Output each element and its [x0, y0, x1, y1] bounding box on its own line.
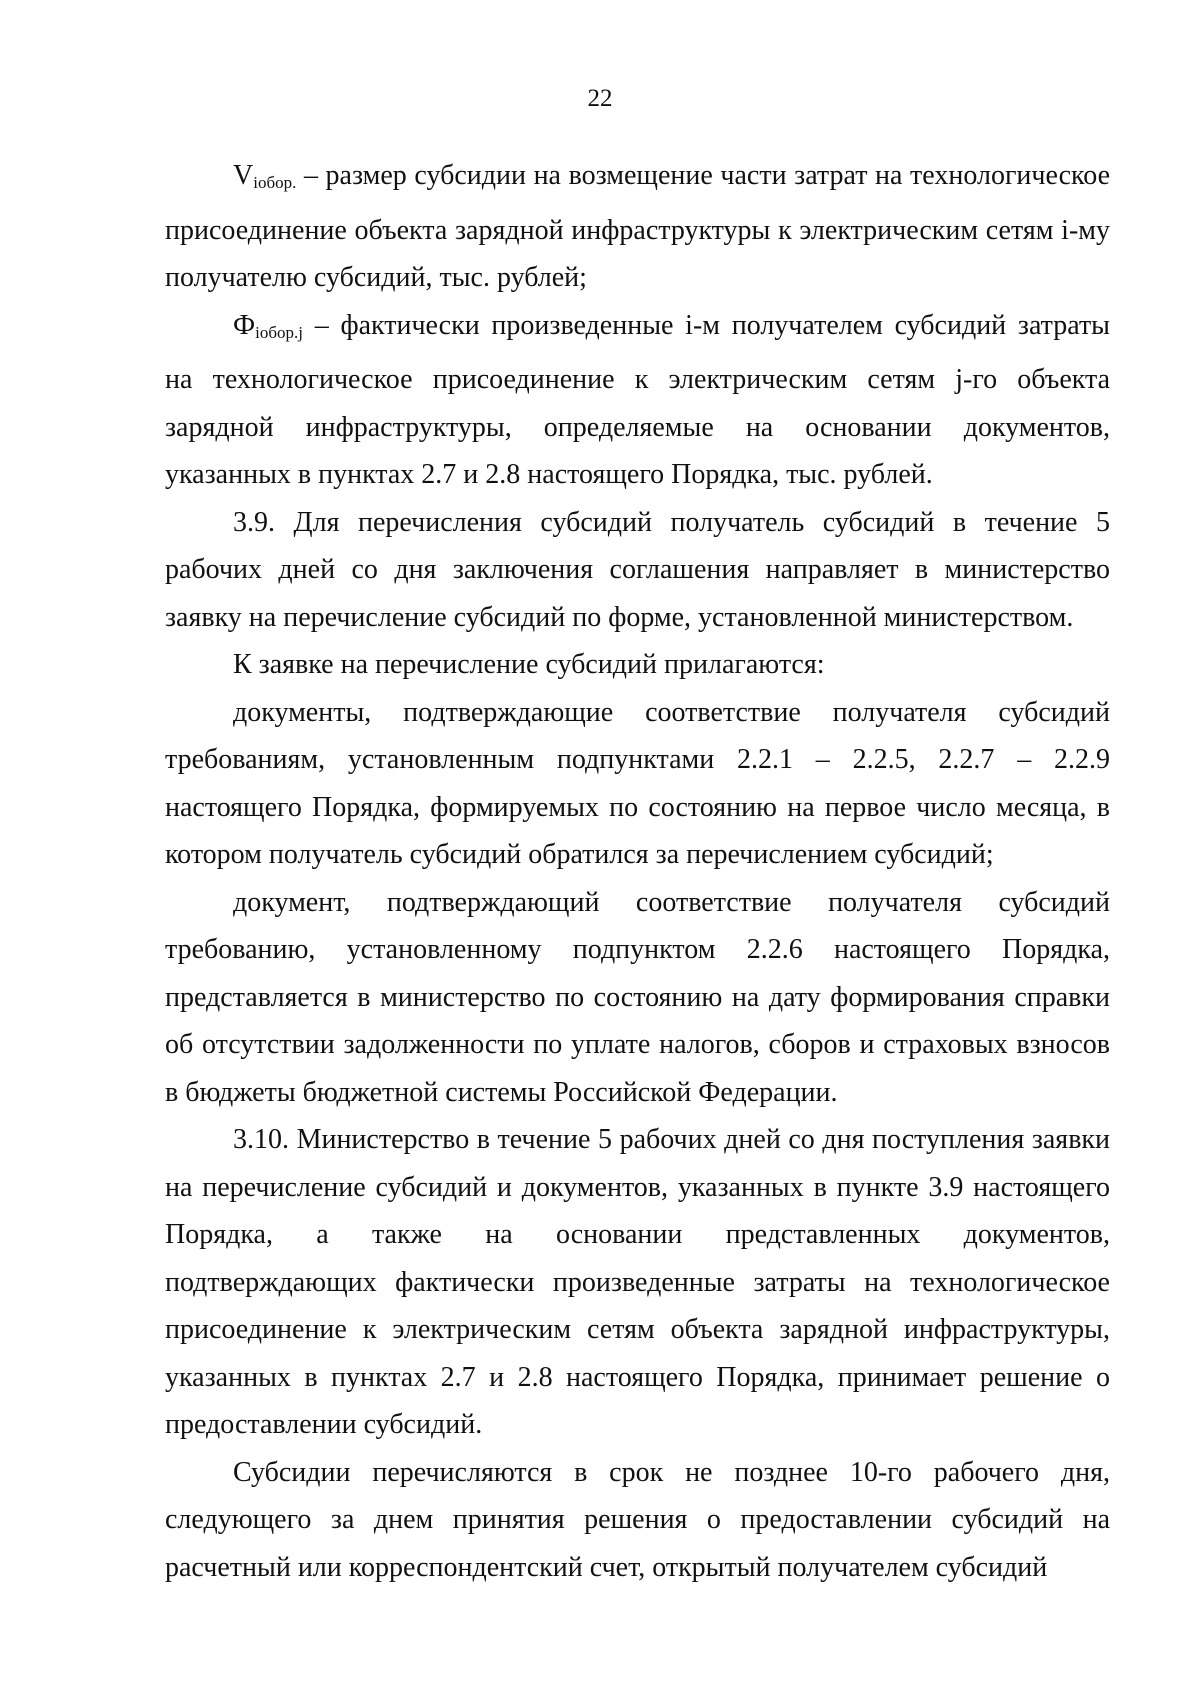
paragraph-attachments-intro: К заявке на перечисление субсидий прилагаются:	[233, 649, 825, 680]
paragraph-documents-requirements: документы, подтверждающие соответствие получателя субсидий требованиям, установленным подпунктами 2.2.1 – 2.2.5, 2.2.7 – 2.2.9 настоящего Порядка, формируемых по состоянию на первое число месяца, в котором получатель субсидий обратился за перечислением субсидий;	[165, 696, 1110, 870]
document-body	[165, 152, 1110, 1591]
paragraph-document-2-2-6: документ, подтверждающий соответствие получателя субсидий требованию, установленному подпунктом 2.2.6 настоящего Порядка, представляется в министерство по состоянию на дату формирования справки об отсутствии задолженности по уплате налогов, сборов и страховых взносов в бюджеты бюджетной системы Российской Федерации.	[165, 886, 1110, 1108]
paragraph-f-definition: $Ф_{iобор.j}$ – фактически произведенные i-м получателем субсидий затраты на технологическое присоединение к электрическим сетям j-го объекта зарядной инфраструктуры, определяемые на основании документов, указанных в пунктах 2.7 и 2.8 настоящего Порядка, тыс. рублей.	[165, 309, 1110, 490]
symbol-v-iobor: $V_{iобор.}$	[233, 160, 297, 192]
paragraph-subsidy-transfer: Субсидии перечисляются в срок не позднее 10-го рабочего дня, следующего за днем принятия решения о предоставлении субсидий на расчетный или корреспондентский счет, открытый получателем субсидий	[165, 1456, 1110, 1583]
paragraph-3-9: 3.9. Для перечисления субсидий получатель субсидий в течение 5 рабочих дней со дня заключения соглашения направляет в министерство заявку на перечисление субсидий по форме, установленной министерством.	[165, 506, 1110, 633]
symbol-f-iobor-j: $Ф_{iобор.j}$	[233, 309, 303, 342]
paragraph-v-definition: $V_{iобор.}$ – размер субсидии на возмещение части затрат на технологическое присоединение объекта зарядной инфраструктуры к электрическим сетям i-му получателю субсидий, тыс. рублей;	[165, 160, 1110, 293]
page-number: 22	[587, 85, 613, 112]
paragraph-3-10: 3.10. Министерство в течение 5 рабочих дней со дня поступления заявки на перечисление субсидий и документов, указанных в пункте 3.9 настоящего Порядка, а также на основании представленных документов, подтверждающих фактически произведенные затраты на технологическое присоединение к электрическим сетям объекта зарядной инфраструктуры, указанных в пунктах 2.7 и 2.8 настоящего Порядка, принимает решение о предоставлении субсидий.	[165, 1124, 1110, 1440]
